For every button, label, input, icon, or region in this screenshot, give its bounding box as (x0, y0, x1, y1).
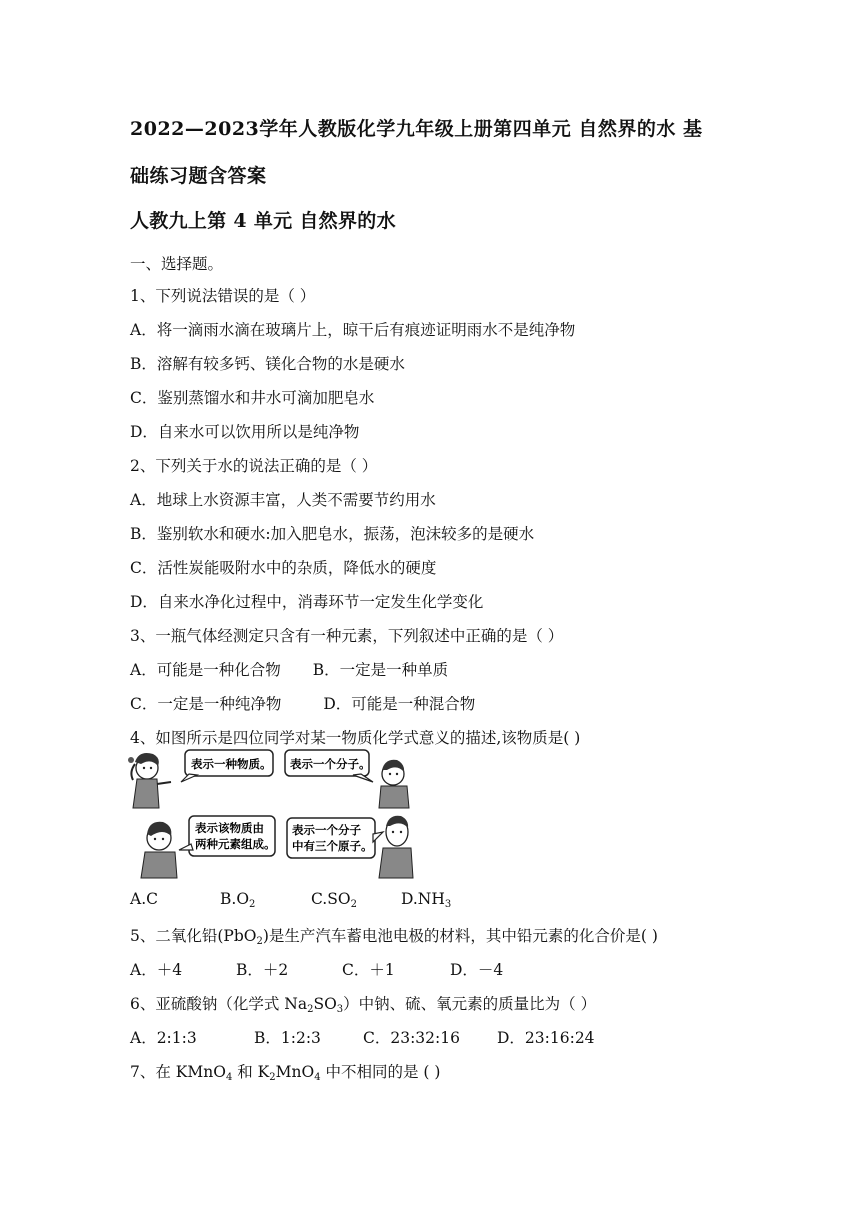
unit-subtitle: 人教九上第 4 单元 自然界的水 (130, 210, 396, 232)
question-5-option-c: C．＋1 (342, 961, 395, 979)
question-5-stem-subscript: 2 (256, 936, 263, 947)
speech-bubble-1-text: 表示一种物质。 (191, 757, 272, 771)
speech-bubble-2-text: 表示一个分子。 (290, 757, 371, 771)
question-5-option-d: D．－4 (450, 961, 504, 979)
speech-bubble-4-line-2: 中有三个原子。 (292, 839, 373, 853)
question-2-option-b: B．鉴别软水和硬水:加入肥皂水，振荡，泡沫较多的是硬水 (130, 525, 535, 543)
question-6-options (130, 1026, 595, 1048)
question-7-stem-part-2: 和 K (232, 1063, 270, 1081)
question-6-stem-part-3: ）中钠、硫、氧元素的质量比为（ ） (343, 995, 597, 1013)
question-7-stem (130, 1060, 440, 1083)
question-4-illustration (125, 748, 415, 880)
question-6-stem-subscript-2: 3 (336, 1004, 344, 1015)
question-7-stem-subscript-3: 4 (314, 1072, 321, 1083)
question-1-option-d: D．自来水可以饮用所以是纯净物 (130, 423, 360, 441)
question-6-option-c: C．23:32:16 (363, 1029, 460, 1047)
question-4-option-b (220, 890, 311, 910)
question-4-option-d (401, 890, 451, 910)
section-heading: 一、选择题。 (130, 255, 224, 273)
question-2-option-a: A．地球上水资源丰富，人类不需要节约用水 (130, 491, 436, 509)
girl-figure-icon (128, 753, 171, 808)
question-4-option-c-text: C.SO (311, 890, 351, 908)
speech-bubble-2 (285, 750, 373, 782)
question-1-option-a: A．将一滴雨水滴在玻璃片上，晾干后有痕迹证明雨水不是纯净物 (130, 321, 576, 339)
speech-bubble-3-line-1: 表示该物质由 (195, 821, 264, 835)
question-7-stem-subscript-1: 4 (225, 1072, 233, 1083)
speech-bubble-4 (287, 818, 383, 858)
man-figure-icon (379, 816, 413, 878)
question-7-stem-part-4: 中不相同的是 ( ) (320, 1063, 441, 1081)
question-4-option-c (311, 890, 401, 910)
question-7-stem-subscript-2: 2 (269, 1072, 276, 1083)
question-3-option-b: B．一定是一种单质 (312, 661, 449, 679)
boy-figure-icon (379, 760, 409, 808)
question-4-stem: 4、如图所示是四位同学对某一物质化学式意义的描述,该物质是( ) (130, 729, 581, 747)
document-title-line-1: 2022—2023学年人教版化学九年级上册第四单元 自然界的水 基 (130, 118, 703, 140)
speech-bubble-3-line-2: 两种元素组成。 (195, 837, 276, 851)
speech-bubble-4-line-1: 表示一个分子 (292, 823, 361, 837)
question-3-option-a: A．可能是一种化合物 (130, 661, 281, 679)
question-6-stem-part-2: SO (313, 995, 337, 1013)
question-4-option-b-text: B.O (220, 890, 250, 908)
question-5-stem-part-1: 5、二氧化铅(PbO (130, 927, 257, 945)
question-4-option-b-subscript: 2 (249, 899, 256, 910)
question-4-options (130, 890, 451, 910)
question-4-option-d-text: D.NH (401, 890, 445, 908)
question-7-stem-part-3: MnO (275, 1063, 315, 1081)
speech-bubble-3 (179, 816, 276, 856)
question-3-option-d: D．可能是一种混合物 (323, 695, 476, 713)
question-6-option-b: B．1:2:3 (254, 1029, 321, 1047)
question-5-options (130, 958, 503, 980)
question-6-stem-part-1: 6、亚硫酸钠（化学式 Na (130, 995, 308, 1013)
question-6-stem-subscript-1: 2 (307, 1004, 314, 1015)
question-6-option-d: D．23:16:24 (497, 1029, 595, 1047)
question-3-stem: 3、一瓶气体经测定只含有一种元素，下列叙述中正确的是（ ） (130, 627, 564, 645)
question-4-option-c-subscript: 2 (350, 899, 357, 910)
question-6-stem (130, 992, 596, 1015)
question-2-option-d: D．自来水净化过程中，消毒环节一定发生化学变化 (130, 593, 484, 611)
document-title-line-2: 础练习题含答案 (130, 165, 267, 187)
speech-bubble-1 (181, 750, 273, 782)
question-5-option-a: A．＋4 (130, 961, 183, 979)
question-5-stem (130, 924, 658, 947)
question-5-option-b: B．＋2 (236, 961, 289, 979)
question-2-option-c: C．活性炭能吸附水中的杂质，降低水的硬度 (130, 559, 437, 577)
question-3-options-row-2 (130, 692, 475, 714)
question-1-stem: 1、下列说法错误的是（ ） (130, 287, 316, 305)
question-2-stem: 2、下列关于水的说法正确的是（ ） (130, 457, 378, 475)
question-3-options-row-1 (130, 658, 448, 680)
question-3-option-c: C．一定是一种纯净物 (130, 695, 282, 713)
question-4-option-a: A.C (130, 890, 158, 908)
question-5-stem-part-2: )是生产汽车蓄电池电极的材料，其中铅元素的化合价是( ) (262, 927, 658, 945)
question-6-option-a: A．2:1:3 (130, 1029, 197, 1047)
boy-figure-2-icon (141, 822, 177, 878)
question-7-stem-part-1: 7、在 KMnO (130, 1063, 226, 1081)
question-4-option-d-subscript: 3 (444, 899, 452, 910)
question-1-option-b: B．溶解有较多钙、镁化合物的水是硬水 (130, 355, 405, 373)
question-1-option-c: C．鉴别蒸馏水和井水可滴加肥皂水 (130, 389, 375, 407)
